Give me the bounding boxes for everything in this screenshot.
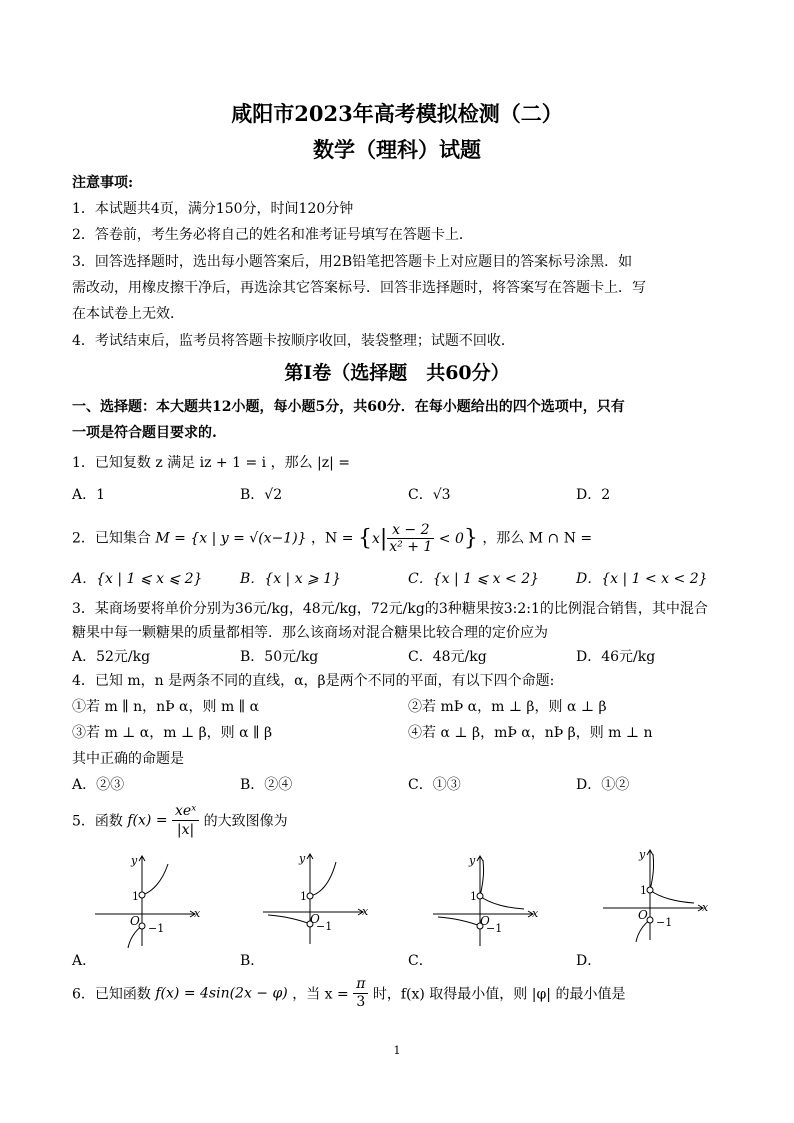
graph-b-open-point-top [307, 893, 313, 899]
q2-set-m: M = {x | y = √(x−1)} [155, 530, 307, 547]
q5-graph-b [258, 848, 378, 948]
q1-option-a: A．1 [72, 487, 106, 503]
q3-line-1: 3．某商场要将单价分别为36元/kg，48元/kg，72元/kg的3种糖果按3:2:1的比例混合销售，其中混合 [72, 601, 708, 617]
q4-option-b: B．②④ [240, 777, 293, 793]
q1-option-d: D．2 [576, 487, 611, 503]
q4-prompt: 其中正确的命题是 [72, 751, 184, 767]
q2-stem-end: ，那么 M ∩ N = [482, 530, 593, 547]
q5-func-fraction [172, 802, 199, 839]
q6-stem [72, 976, 625, 1011]
graph-d-label-neg-one: −1 [656, 916, 673, 929]
q1-option-c: C．√3 [408, 487, 451, 503]
q6-stem-start: 6．已知函数 [72, 986, 151, 1003]
q6-frac-denominator: 3 [356, 994, 366, 1010]
q5-graph-d [598, 844, 718, 944]
graph-d-open-point-bottom [647, 917, 653, 923]
graph-d-label-one: 1 [640, 884, 647, 897]
q6-when: ，当 x = [292, 986, 349, 1003]
q1-stem: 1．已知复数 z 满足 iz + 1 = i ，那么 |z| = [72, 455, 351, 471]
q1-option-b: B．√2 [240, 487, 283, 503]
q3-option-c: C．48元/kg [408, 649, 487, 665]
notice-heading: 注意事项: [72, 175, 134, 191]
graph-c-origin: O [480, 914, 490, 928]
graph-b-y-label: y [299, 852, 306, 865]
graph-c-y-label: y [469, 854, 476, 867]
q6-stem-end: 时，f(x) 取得最小值，则 |φ| 的最小值是 [372, 986, 626, 1003]
q2-stem-start: 2．已知集合 [72, 530, 151, 547]
graph-a-label-neg-one: −1 [148, 922, 165, 935]
exam-subtitle: 数学（理科）试题 [313, 137, 481, 162]
graph-b-label-neg-one: −1 [316, 920, 333, 933]
graph-c-right-tail [480, 896, 524, 909]
q6-fraction [353, 976, 368, 1011]
q3-option-a: A．52元/kg [72, 649, 151, 665]
q4-proposition-2: ②若 mÞ α，m ⊥ β，则 α ⊥ β [408, 699, 607, 715]
q2-stem [72, 522, 592, 555]
graph-d-left-curve [636, 920, 650, 942]
section-instructions-line-1: 一、选择题：本大题共12小题，每小题5分，共60分．在每小题给出的四个选项中，只有 [72, 399, 625, 415]
graph-c-open-point-top [477, 893, 483, 899]
graph-d-origin: O [638, 908, 648, 922]
q3-option-b: B．50元/kg [240, 649, 319, 665]
graph-a-left-curve [128, 926, 142, 948]
notice-item-1: 1．本试题共4页，满分150分，时间120分钟 [72, 201, 354, 217]
graph-a-open-point-bottom [139, 923, 145, 929]
q4-option-d: D．①② [576, 777, 630, 793]
q4-option-a: A．②③ [72, 777, 125, 793]
q5-graph-a [90, 850, 210, 950]
graph-a-label-one: 1 [132, 890, 139, 903]
q2-set-n-ineq: < 0 [434, 530, 464, 547]
q4-option-c: C．①③ [408, 777, 461, 793]
notice-item-3-line-3: 在本试卷上无效． [72, 306, 184, 322]
graph-a-origin: O [130, 914, 140, 928]
q5-stem-end: 的大致图像为 [203, 813, 288, 830]
q4-proposition-1: ①若 m ∥ n，nÞ α，则 m ∥ α [72, 699, 260, 715]
q3-line-2: 糖果中每一颗糖果的质量都相等．那么该商场对混合糖果比较合理的定价应为 [72, 625, 548, 641]
q5-option-d: D． [576, 953, 602, 969]
page-number: 1 [393, 1044, 401, 1057]
q5-stem-start: 5．函数 [72, 813, 123, 830]
graph-d-right-tail [650, 890, 694, 903]
q2-option-c: C．{x | 1 ⩽ x < 2} [408, 571, 540, 587]
graph-d-x-label: x [702, 901, 709, 914]
q4-proposition-3: ③若 m ⊥ α，m ⊥ β，则 α ∥ β [72, 725, 273, 741]
graph-b-origin: O [310, 912, 320, 926]
graph-b-x-label: x [362, 905, 369, 918]
graph-b-label-one: 1 [300, 890, 307, 903]
q2-option-a: A．{x | 1 ⩽ x ⩽ 2} [72, 571, 203, 587]
q2-option-d: D．{x | 1 < x < 2} [576, 571, 708, 587]
graph-b-left-curve [268, 915, 310, 924]
graph-d-right-curve [650, 854, 654, 890]
notice-item-3-line-2: 需改动，用橡皮擦干净后，再选涂其它答案标号．回答非选择题时，将答案写在答题卡上．写 [72, 280, 646, 296]
q2-option-b: B．{x | x ⩾ 1} [240, 571, 342, 587]
q5-option-c: C． [408, 953, 433, 969]
q5-func-denominator: |x| [176, 822, 195, 838]
q5-graph-c [428, 850, 548, 950]
q5-option-a: A． [72, 953, 97, 969]
graph-d-open-point-top [647, 887, 653, 893]
notice-item-4: 4．考试结束后，监考员将答题卡按顺序收回，装袋整理；试题不回收． [72, 333, 515, 349]
graph-c-x-label: x [532, 907, 539, 920]
q5-stem [72, 802, 288, 839]
q2-set-n-bar: | [379, 526, 388, 551]
q2-set-n-fraction: $\frac{x - 2}{\text{x² + 1}}$ [389, 522, 433, 555]
exam-title: 咸阳市2023年高考模拟检测（二） [231, 101, 563, 126]
q6-frac-numerator: π [353, 976, 368, 994]
graph-c-label-one: 1 [470, 890, 477, 903]
graph-a-open-point-top [139, 892, 145, 898]
q4-proposition-4: ④若 α ⊥ β，mÞ α，nÞ β，则 m ⊥ n [408, 725, 653, 741]
q2-set-n-open-brace: { [357, 526, 372, 551]
q3-option-d: D．46元/kg [576, 649, 656, 665]
q4-stem: 4．已知 m，n 是两条不同的直线，α，β是两个不同的平面，有以下四个命题: [72, 673, 555, 689]
graph-c-label-neg-one: −1 [486, 922, 503, 935]
q2-set-n-var: x [371, 530, 380, 547]
q2-set-n-prefix: ，N = [311, 530, 354, 547]
q5-func-numerator: xeˣ [172, 802, 199, 821]
graph-a-right-curve [142, 864, 168, 895]
q5-option-b: B． [240, 953, 265, 969]
section-title: 第Ⅰ卷（选择题 共60分） [284, 362, 510, 384]
graph-c-right-curve [480, 860, 484, 896]
graph-c-left-curve [438, 917, 480, 926]
graph-a-y-label: y [131, 854, 138, 867]
graph-a-x-label: x [194, 907, 201, 920]
notice-item-3-line-1: 3．回答选择题时，选出每小题答案后，用2B铅笔把答题卡上对应题目的答案标号涂黑．如 [72, 254, 633, 270]
q6-func: f(x) = 4sin(2x − φ) [155, 985, 288, 1002]
graph-b-right-curve [310, 862, 336, 896]
notice-item-2: 2．答卷前，考生务必将自己的姓名和准考证号填写在答题卡上． [72, 227, 473, 243]
graph-d-y-label: y [639, 848, 646, 861]
q2-set-n-close-brace: } [463, 526, 478, 551]
q5-func-lhs: f(x) = [127, 812, 168, 829]
section-instructions-line-2: 一项是符合题目要求的. [72, 425, 217, 441]
